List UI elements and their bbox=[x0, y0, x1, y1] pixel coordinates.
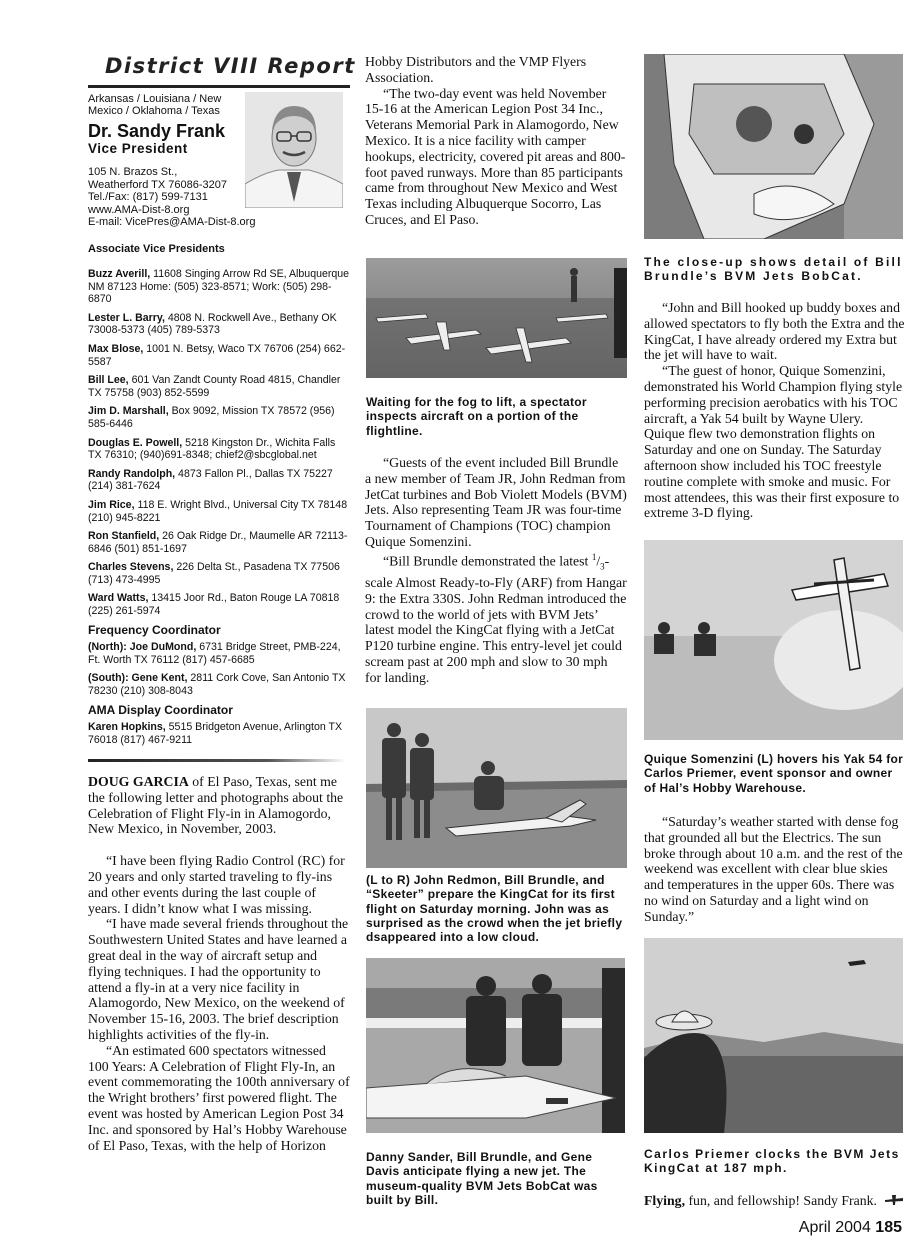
associates-list bbox=[88, 268, 350, 752]
title-rule bbox=[88, 85, 350, 88]
associate-entry: Jim Rice, 118 E. Wright Blvd., Universal City TX 78148 (210) 945-8221 bbox=[88, 498, 348, 524]
vp-address-line: Tel./Fax: (817) 599-7131 bbox=[88, 191, 208, 204]
article-paragraph: “I have made several friends throughout the Southwestern United States and have learned a great deal in the way of aircraft setup and flying techniques. I had the opportunity to attend a fly-in at a very nice facility in Alamogordo, New Mexico, on the weekend of November 15-16, 2003. The brief description highlights activities of the fly-in. bbox=[88, 916, 349, 1042]
photo-caption: Waiting for the fog to lift, a spectator inspects aircraft on a portion of the flightline. bbox=[366, 395, 587, 438]
section-rule bbox=[88, 759, 346, 762]
fog-flightline-photo bbox=[366, 258, 627, 378]
vp-portrait-photo bbox=[245, 92, 343, 208]
vp-address-line: Weatherford TX 76086-3207 bbox=[88, 178, 228, 191]
bobcat-group-photo bbox=[366, 958, 625, 1133]
associate-entry: Lester L. Barry, 4808 N. Rockwell Ave., Bethany OK 73008-5373 (405) 789-5373 bbox=[88, 311, 337, 337]
article-paragraph: “Guests of the event included Bill Brundle a new member of Team JR, John Redman from JetCat turbines and Bob Violett Models (BVM) Jets. Also representing Team JR was four-time Tournament of Champions (TOC) champion Quique Somenzini. bbox=[365, 455, 627, 549]
associate-entry: Douglas E. Powell, 5218 Kingston Dr., Wichita Falls TX 76310; (940)691-8348; chief2@sbcglobal.net bbox=[88, 436, 336, 462]
page-number: 185 bbox=[875, 1219, 902, 1236]
signoff: Flying, fun, and fellowship! Sandy Frank. bbox=[644, 1193, 906, 1210]
display-coordinator-entry: Karen Hopkins, 5515 Bridgeton Avenue, Arlington TX 76018 (817) 467-9211 bbox=[88, 721, 343, 746]
frequency-entry: (South): Gene Kent, 2811 Cork Cove, San Antonio TX 78230 (210) 308-8043 bbox=[88, 672, 346, 698]
page-footer bbox=[799, 1219, 902, 1237]
article-paragraph: “Saturday’s weather started with dense fog that grounded all but the Electrics. The sun broke through about 10 a.m. and the rest of the weekend was excellent with clear blue skies and temperatures in the upper 60s. There was no wind on Saturday and a light wind on Sunday.” bbox=[644, 814, 903, 924]
article-right-top bbox=[644, 300, 906, 521]
vp-website: www.AMA-Dist-8.org bbox=[88, 203, 190, 216]
article-right-mid bbox=[644, 814, 906, 925]
article-paragraph: “Bill Brundle demonstrated the latest $^1/_3$-scale Almost Ready-to-Fly (ARF) from Hangar 9: the Extra 330S. John Redman introduced the crowd to the world of jets with BVM Jets’ latest model the KingCat flying with a JetCat P120 turbine engine. This entry-level jet could scream past at 200 mph and slow to 30 mph for landing. bbox=[365, 551, 627, 685]
associate-entry: Bill Lee, 601 Van Zandt County Road 4815, Chandler TX 75758 (903) 852-5599 bbox=[88, 374, 341, 399]
bobcat-closeup-photo bbox=[644, 54, 903, 239]
photo-caption: Carlos Priemer clocks the BVM Jets KingCat at 187 mph. bbox=[644, 1147, 900, 1176]
vp-address-line: 105 N. Brazos St., bbox=[88, 166, 178, 178]
article-left-column bbox=[88, 774, 350, 1153]
article-paragraph: “The guest of honor, Quique Somenzini, demonstrated his World Champion flying style performing precision aerobatics with his TOC aircraft, a Yak 54 built by Wayne Ulery. Quique flew two demonstration flights on Saturday and one on Sunday. The Saturday afternoon show included his TOC freestyle routine complete with smoke and music. For most attendees, this was their first exposure to extreme 3-D flying. bbox=[644, 363, 903, 521]
article-paragraph: “An estimated 600 spectators witnessed 100 Years: A Celebration of Flight Fly-In, an event commemorating the 100th anniversary of the Wright brothers’ first powered flight. The event was hosted by American Legion Post 34 Inc. and sponsored by Hal’s Hobby Warehouse of El Paso, Texas, with the help of Horizon bbox=[88, 1042, 350, 1153]
article-paragraph: “John and Bill hooked up buddy boxes and allowed spectators to fly both the Extra and the KingCat, I have already ordered my Extra but the jet will have to wait. bbox=[644, 300, 905, 363]
article-mid-top bbox=[365, 54, 627, 228]
photo-caption: (L to R) John Redmon, Bill Brundle, and “Skeeter” prepare the KingCat for its first flight on Saturday morning. John was as surprised as the crowd when the jet briefly dsappeared into a low cloud. bbox=[366, 873, 623, 945]
kingcat-prep-photo bbox=[366, 708, 627, 868]
associate-entry: Jim D. Marshall, Box 9092, Mission TX 78572 (956) 585-6446 bbox=[88, 405, 335, 430]
article-paragraph: “I have been flying Radio Control (RC) for 20 years and only started traveling to fly-ins and other events during the last couple of years. I didn’t know what I was missing. bbox=[88, 853, 345, 916]
associate-entry: Ron Stanfield, 26 Oak Ridge Dr., Maumelle AR 72113-6846 (501) 851-1697 bbox=[88, 530, 348, 555]
issue-date: April 2004 bbox=[798, 1219, 871, 1236]
airplane-icon bbox=[884, 1194, 904, 1210]
radar-clock-photo bbox=[644, 938, 903, 1133]
article-paragraph: Hobby Distributors and the VMP Flyers Association. bbox=[365, 54, 587, 85]
article-mid-body bbox=[365, 455, 627, 686]
frequency-entry: (North): Joe DuMond, 6731 Bridge Street, PMB-224, Ft. Worth TX 76112 (817) 457-6685 bbox=[88, 641, 341, 666]
vp-email: E-mail: VicePres@AMA-Dist-8.org bbox=[88, 216, 256, 229]
article-paragraph: “The two-day event was held November 15-16 at the American Legion Post 34 Inc., Veterans Memorial Park in Alamogordo, New Mexico. It is a nice facility with camper hookups, electricity, covered pit areas and 800-foot paved runways. More than 85 participants came from throughout New Mexico and West Texas including Albuquerque Socorro, Las Cruces, and El Paso. bbox=[365, 85, 626, 227]
associate-entry: Randy Randolph, 4873 Fallon Pl., Dallas TX 75227 (214) 381-7624 bbox=[88, 467, 333, 493]
photo-caption: The close-up shows detail of Bill Brundle’s BVM Jets BobCat. bbox=[644, 255, 903, 284]
district-states: Arkansas / Louisiana / New Mexico / Oklahoma / Texas bbox=[88, 93, 222, 117]
vp-name: Dr. Sandy Frank bbox=[88, 121, 226, 141]
associate-entry: Buzz Averill, 11608 Singing Arrow Rd SE, Albuquerque NM 87123 Home: (505) 323-8571; Work: (505) 298-6870 bbox=[88, 268, 350, 306]
associate-entry: Max Blose, 1001 N. Betsy, Waco TX 76706 (254) 662-5587 bbox=[88, 342, 346, 368]
associates-heading: Associate Vice Presidents bbox=[88, 243, 225, 255]
display-coordinator-heading: AMA Display Coordinator bbox=[88, 702, 233, 717]
associate-entry: Charles Stevens, 226 Delta St., Pasadena TX 77506 (713) 473-4995 bbox=[88, 561, 340, 586]
photo-caption: Danny Sander, Bill Brundle, and Gene Davis anticipate flying a new jet. The museum-quality BVM Jets BobCat was built by Bill. bbox=[366, 1150, 598, 1207]
associate-entry: Ward Watts, 13415 Joor Rd., Baton Rouge LA 70818 (225) 261-5974 bbox=[88, 592, 340, 618]
article-lead: DOUG GARCIA of El Paso, Texas, sent me the following letter and photographs about the Celebration of Flight Fly-in in Alamogordo, New Mexico, in November, 2003. bbox=[88, 774, 344, 837]
yak-hover-photo bbox=[644, 540, 903, 740]
frequency-heading: Frequency Coordinator bbox=[88, 622, 221, 637]
page-title: District VIII Report bbox=[105, 54, 356, 78]
photo-caption: Quique Somenzini (L) hovers his Yak 54 for Carlos Priemer, event sponsor and owner of Hal’s Hobby Warehouse. bbox=[644, 752, 904, 795]
vp-title: Vice President bbox=[88, 141, 188, 156]
